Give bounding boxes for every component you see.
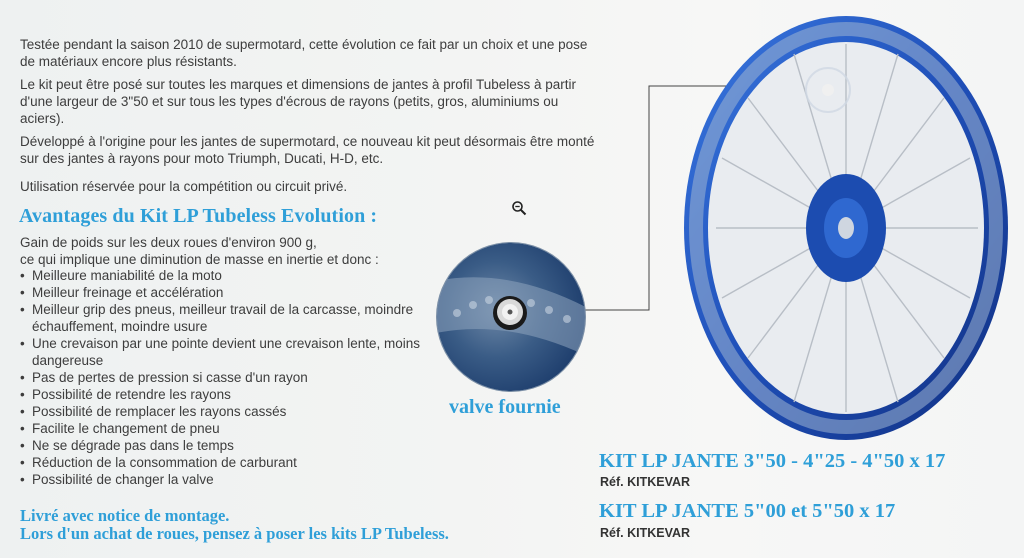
list-item: • Possibilité de changer la valve [20, 471, 420, 488]
footer-line-1: Livré avec notice de montage. [20, 506, 230, 525]
kit-title-1: KIT LP JANTE 3"50 - 4"25 - 4"50 x 17 [599, 450, 946, 472]
intro-text [20, 36, 595, 201]
intro-paragraph-1: Testée pendant la saison 2010 de supermotard, cette évolution ce fait par un choix et une pose de matériaux encore plus résistants. [20, 37, 588, 69]
list-item: • Meilleur freinage et accélération [20, 284, 420, 301]
list-item: • Meilleure maniabilité de la moto [20, 267, 420, 284]
list-item: • Réduction de la consommation de carburant [20, 454, 420, 471]
valve-zoom-callout [437, 243, 585, 391]
intro-paragraph-2: Le kit peut être posé sur toutes les marques et dimensions de jantes à profil Tubeless à partir d'une largeur de 3"50 et sur tous les types d'écrous de rayons (petits, gros, aluminiums ou aciers). [20, 77, 577, 126]
kit-title-2: KIT LP JANTE 5"00 et 5"50 x 17 [599, 500, 896, 522]
list-item: • Une crevaison par une pointe devient une crevaison lente, moins dangereuse [20, 335, 420, 369]
magnifier-icon[interactable] [511, 200, 527, 216]
footer-notes [20, 507, 449, 543]
list-item: • Facilite le changement de pneu [20, 420, 420, 437]
list-item: • Possibilité de remplacer les rayons cassés [20, 403, 420, 420]
intro-paragraph-3: Développé à l'origine pour les jantes de supermotard, ce nouveau kit peut désormais être monté sur des jantes à rayons pour moto Triumph, Ducati, H-D, etc. [20, 134, 595, 166]
valve-caption: valve fournie [449, 396, 561, 418]
list-item: • Pas de pertes de pression si casse d'un rayon [20, 369, 420, 386]
footer-line-2: Lors d'un achat de roues, pensez à poser les kits LP Tubeless. [20, 524, 449, 543]
advantages-list [20, 267, 420, 488]
list-item: • Possibilité de retendre les rayons [20, 386, 420, 403]
advantages-intro [20, 234, 440, 268]
kit-ref-1: Réf. KITKEVAR [600, 475, 691, 489]
advantages-intro-line-1: Gain de poids sur les deux roues d'environ 900 g, [20, 235, 317, 250]
advantages-title: Avantages du Kit LP Tubeless Evolution : [19, 205, 378, 227]
valve-closeup-image [437, 243, 585, 391]
wheel-illustration [676, 8, 1016, 448]
list-item: • Ne se dégrade pas dans le temps [20, 437, 420, 454]
intro-paragraph-4: Utilisation réservée pour la compétition ou circuit privé. [20, 179, 348, 194]
list-item: • Meilleur grip des pneus, meilleur travail de la carcasse, moindre échauffement, moindre usure [20, 301, 420, 335]
advantages-intro-line-2: ce qui implique une diminution de masse en inertie et donc : [20, 252, 379, 267]
kit-ref-2: Réf. KITKEVAR [600, 526, 691, 540]
